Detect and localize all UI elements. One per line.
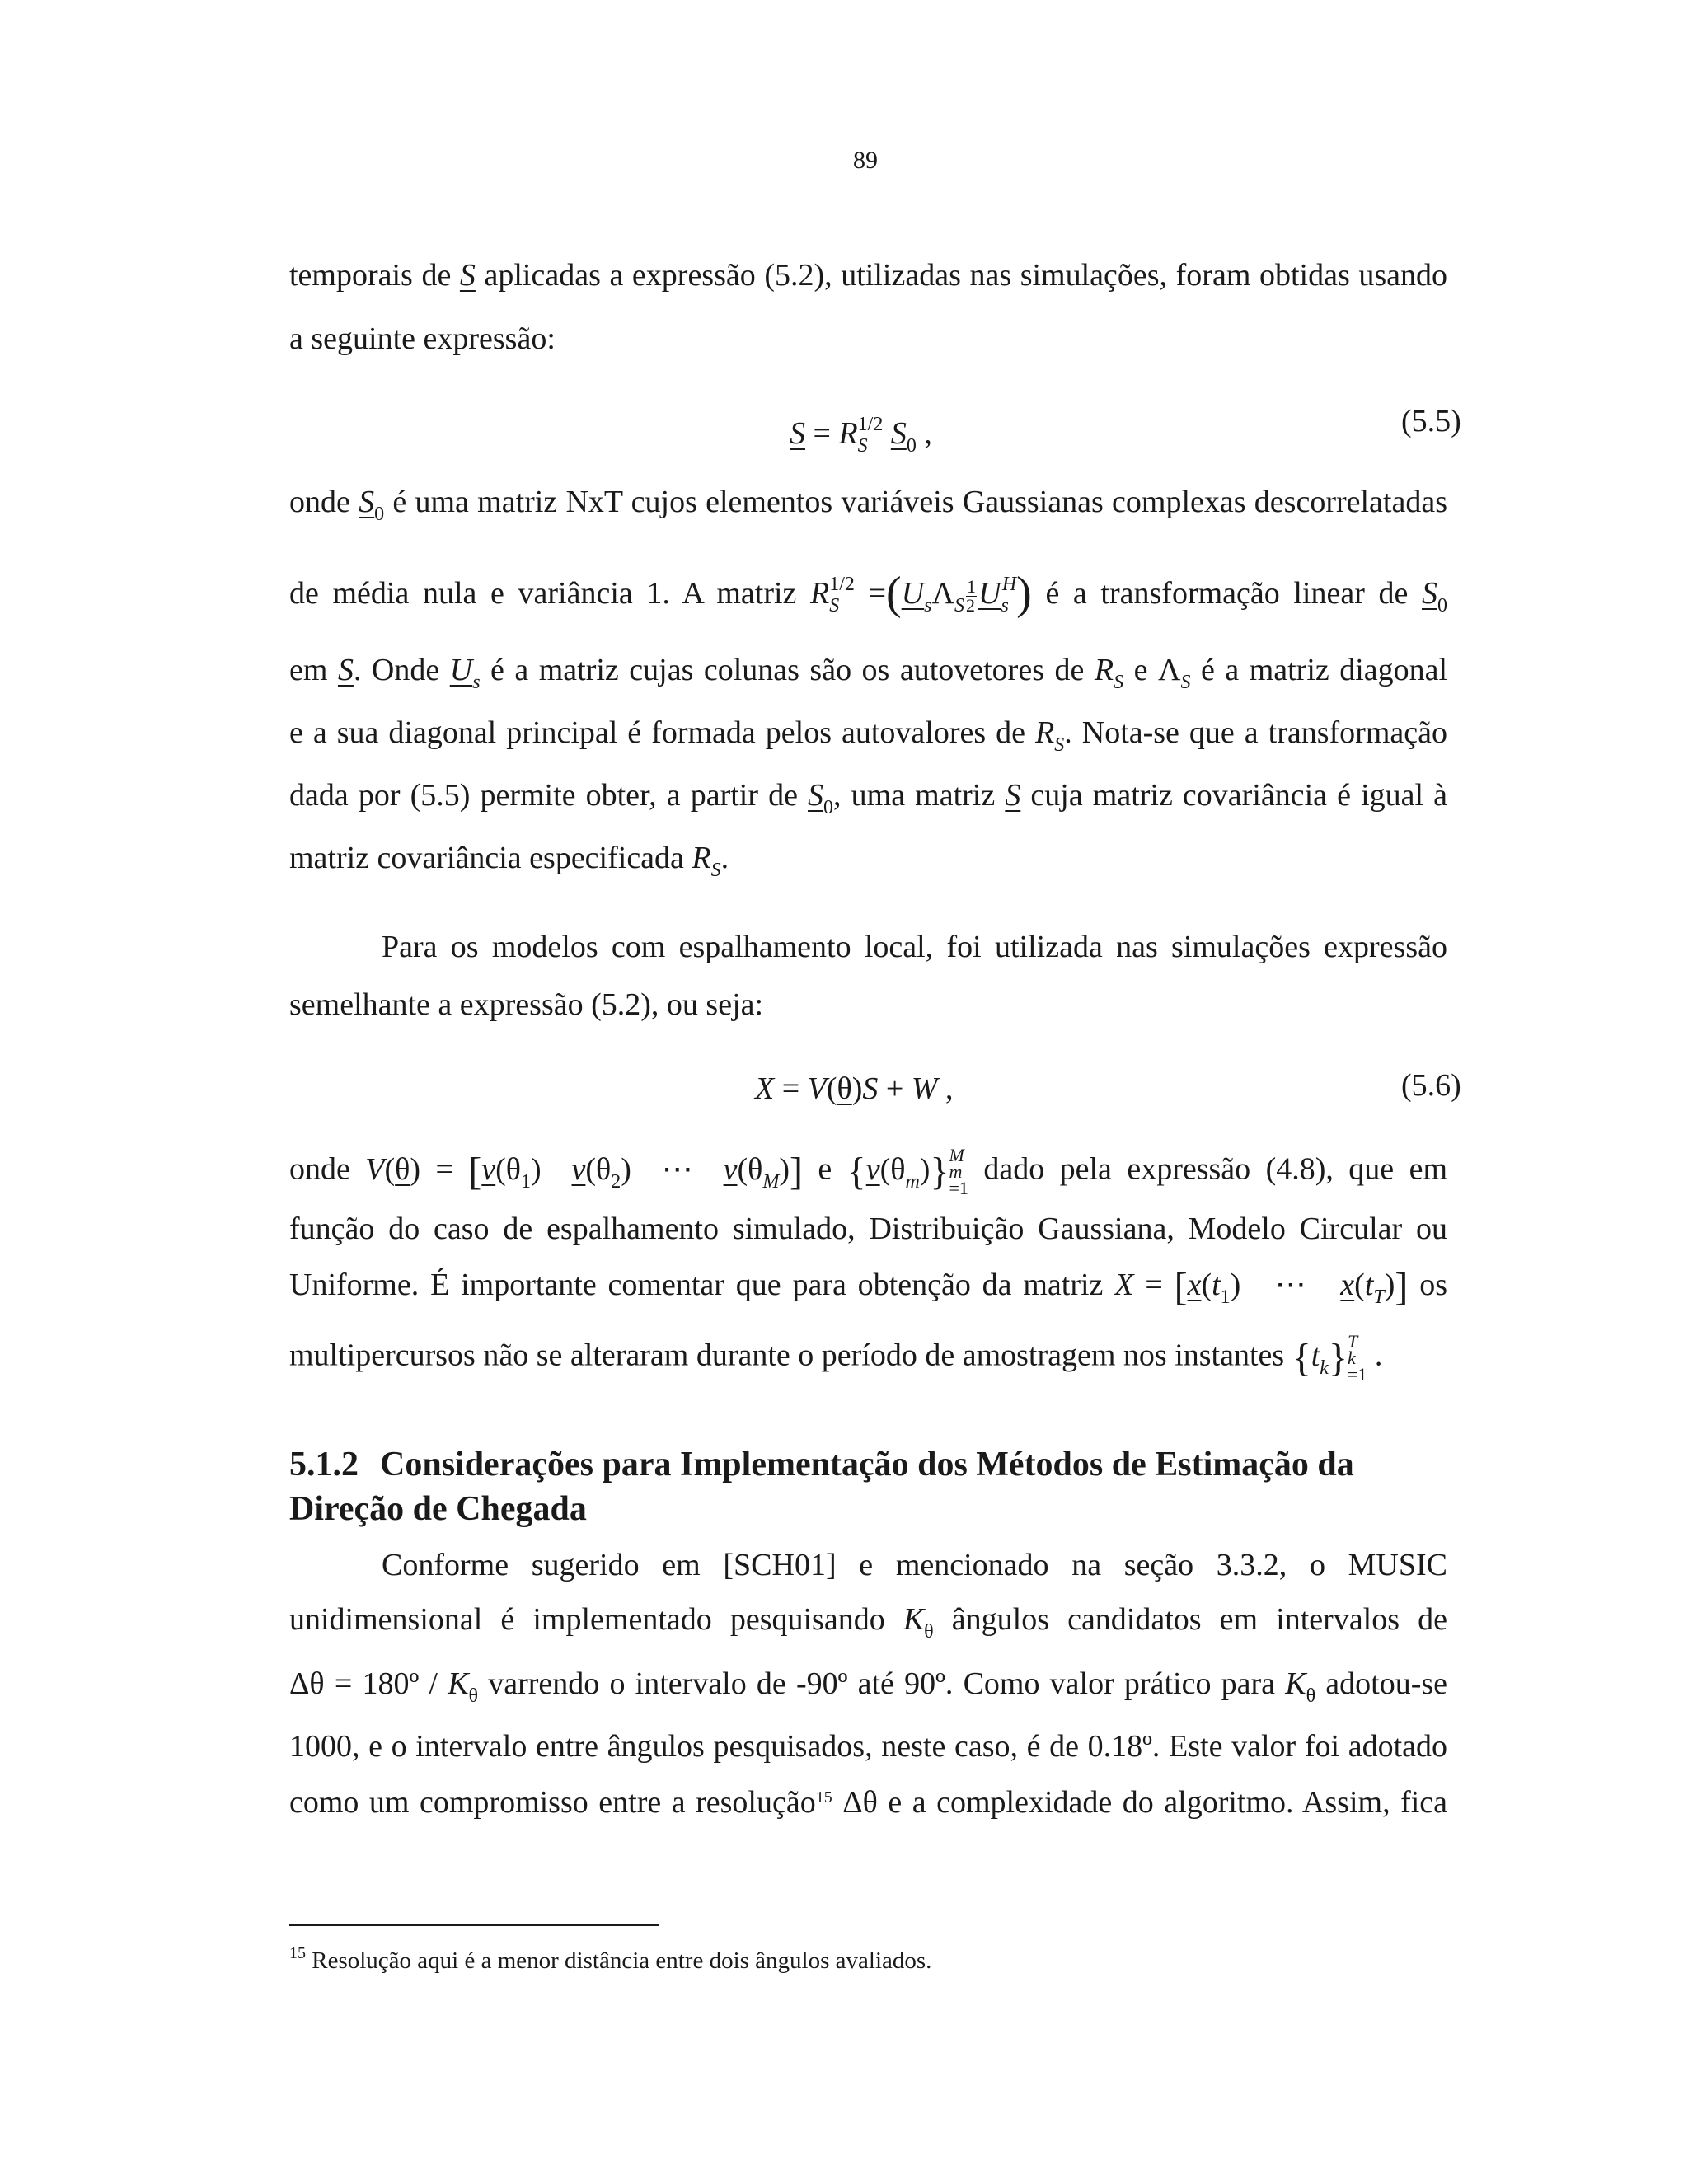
math-symbol: S bbox=[459, 258, 476, 293]
equation-number: (5.6) bbox=[1401, 1068, 1461, 1103]
paragraph-line: unidimensional é implementado pesquisando $K_\theta$ ângulos candidatos em intervalos de bbox=[289, 1602, 1447, 1643]
paragraph-line: a seguinte expressão: bbox=[289, 321, 556, 356]
equation-5-6: X = V(θ)S + W , bbox=[755, 1071, 954, 1106]
paragraph-line: onde $S_0$ é uma matriz NxT cujos elementos variáveis Gaussianas complexas descorrelatadas bbox=[289, 485, 1447, 525]
paragraph-line: 1000, e o intervalo entre ângulos pesquisados, neste caso, é de 0.18º. Este valor foi adotado bbox=[289, 1729, 1447, 1764]
paragraph-line: Δθ = 180º / $K_\theta$ varrendo o intervalo de -90º até 90º. Como valor prático para $K_\theta$ adotou-se bbox=[289, 1666, 1448, 1707]
footnote-reference: 15 bbox=[815, 1788, 832, 1807]
time-instants-set: $\{t_k\}$ T k =1 bbox=[1292, 1331, 1367, 1385]
page-number: 89 bbox=[853, 147, 878, 174]
paragraph-line: em S. Onde $U_s$ é a matriz cujas colunas são os autovetores de $R_S$ e $\Lambda_S$ é a matriz diagonal bbox=[289, 653, 1448, 693]
steering-matrix-expression: $V(\theta) = [v(\theta_1)$ $v(\theta_2)$ ⋯ $v(\theta_M)$] bbox=[365, 1149, 803, 1193]
paragraph-line: Para os modelos com espalhamento local, foi utilizada nas simulações expressão bbox=[382, 930, 1447, 964]
angular-step-expression: Δθ = 180º / $K_\theta$ bbox=[289, 1666, 479, 1707]
paragraph-line: dada por (5.5) permite obter, a partir de $S_0$, uma matriz S cuja matriz covariância é igual à bbox=[289, 778, 1448, 818]
footnote: $^{15}$ Resolução aqui é a menor distância entre dois ângulos avaliados. bbox=[289, 1944, 932, 1974]
paragraph-line: semelhante a expressão (5.2), ou seja: bbox=[289, 987, 764, 1022]
paragraph-line: função do caso de espalhamento simulado, Distribuição Gaussiana, Modelo Circular ou bbox=[289, 1212, 1447, 1246]
paragraph-line: como um compromisso entre a resolução$^{15}$ Δθ e a complexidade do algoritmo. Assim, fica bbox=[289, 1785, 1448, 1820]
paragraph-line: Conforme sugerido em [SCH01] e mencionado na seção 3.3.2, o MUSIC bbox=[382, 1548, 1447, 1582]
paragraph-line: onde $V(\theta) = [v(\theta_1)$ $v(\theta_2)$ ⋯ $v(\theta_M)$] e $\{v(\theta_m)\}$ M m =1 dado pela expressão (4.8), que em bbox=[289, 1145, 1448, 1198]
equation-5-5: $S = R_S^{1/2}$ $S_0$ , bbox=[790, 414, 932, 457]
paragraph-line: temporais de S aplicadas a expressão (5.2), utilizadas nas simulações, foram obtidas usando bbox=[289, 258, 1447, 293]
matrix-transform-expression: $R_S^{1/2} =(U_s\Lambda_S$ $\frac{1}{2}$ $U_s^H$) bbox=[810, 568, 1032, 619]
paragraph-line: de média nula e variância 1. A matriz $R_S^{1/2} =(U_s\Lambda_S$ $\frac{1}{2}$ $U_s^H$) é a transformação linear de $S_0$ bbox=[289, 568, 1447, 619]
footnote-separator bbox=[289, 1924, 659, 1926]
section-heading: 5.1.2 Considerações para Implementação dos Métodos de Estimação da Direção de Chegada bbox=[289, 1446, 1354, 1528]
paragraph-line: matriz covariância especificada $R_S$. bbox=[289, 841, 729, 881]
paragraph-line: Uniforme. É importante comentar que para obtenção da matriz $X = [x(t_1)$ ⋯ $x(t_T)$] os bbox=[289, 1265, 1448, 1309]
steering-vector-set: $\{v(\theta_m)\}$ M m =1 bbox=[846, 1145, 968, 1198]
equation-number: (5.5) bbox=[1401, 404, 1461, 438]
paragraph-line: multipercursos não se alteraram durante o período de amostragem nos instantes $\{t_k\}$ T k =1 . bbox=[289, 1331, 1383, 1385]
data-matrix-expression: $X = [x(t_1)$ ⋯ $x(t_T)$] bbox=[1114, 1265, 1409, 1309]
paragraph-line: e a sua diagonal principal é formada pelos autovalores de $R_S$. Nota-se que a transformação bbox=[289, 715, 1447, 756]
